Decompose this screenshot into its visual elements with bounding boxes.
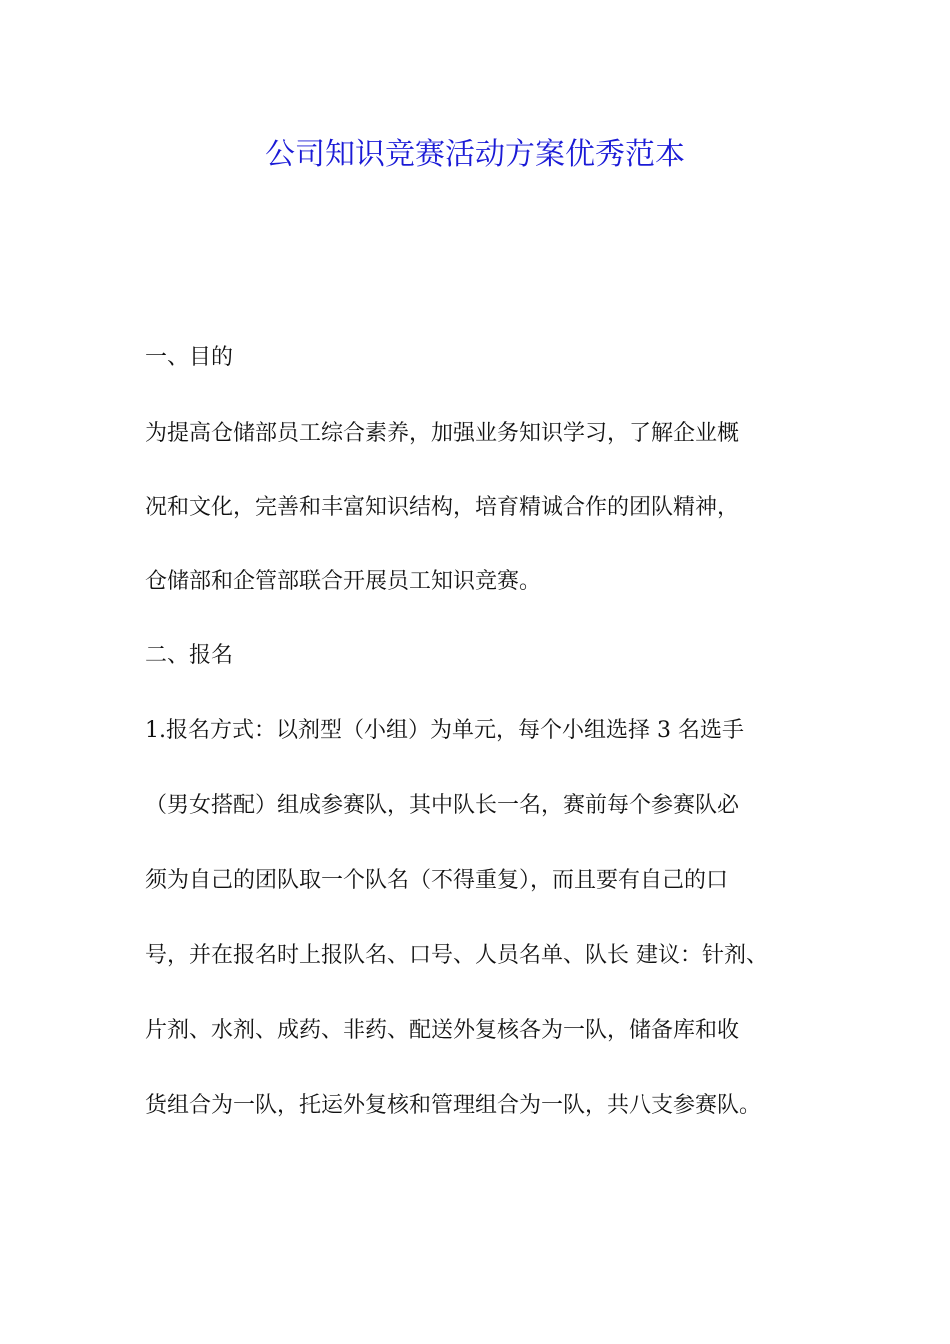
paragraph-line: （男女搭配）组成参赛队，其中队长一名，赛前每个参赛队必 xyxy=(145,793,740,818)
section-heading-purpose: 一、目的 xyxy=(145,345,234,370)
paragraph-line: 号，并在报名时上报队名、口号、人员名单、队长 建议：针剂、 xyxy=(145,943,768,968)
paragraph-line: 片剂、水剂、成药、非药、配送外复核各为一队，储备库和收 xyxy=(145,1018,740,1043)
section-heading-registration: 二、报名 xyxy=(145,643,234,668)
paragraph-line: 仓储部和企管部联合开展员工知识竞赛。 xyxy=(145,569,542,594)
paragraph-line: 货组合为一队，托运外复核和管理组合为一队，共八支参赛队。 xyxy=(145,1093,762,1118)
document-title: 公司知识竞赛活动方案优秀范本 xyxy=(265,137,685,172)
paragraph-line: 1.报名方式：以剂型（小组）为单元，每个小组选择 3 名选手 xyxy=(145,718,744,743)
paragraph-line: 须为自己的团队取一个队名（不得重复），而且要有自己的口 xyxy=(145,868,729,893)
paragraph-line: 为提高仓储部员工综合素养，加强业务知识学习，了解企业概 xyxy=(145,421,740,446)
paragraph-line: 况和文化，完善和丰富知识结构，培育精诚合作的团队精神， xyxy=(145,495,740,520)
